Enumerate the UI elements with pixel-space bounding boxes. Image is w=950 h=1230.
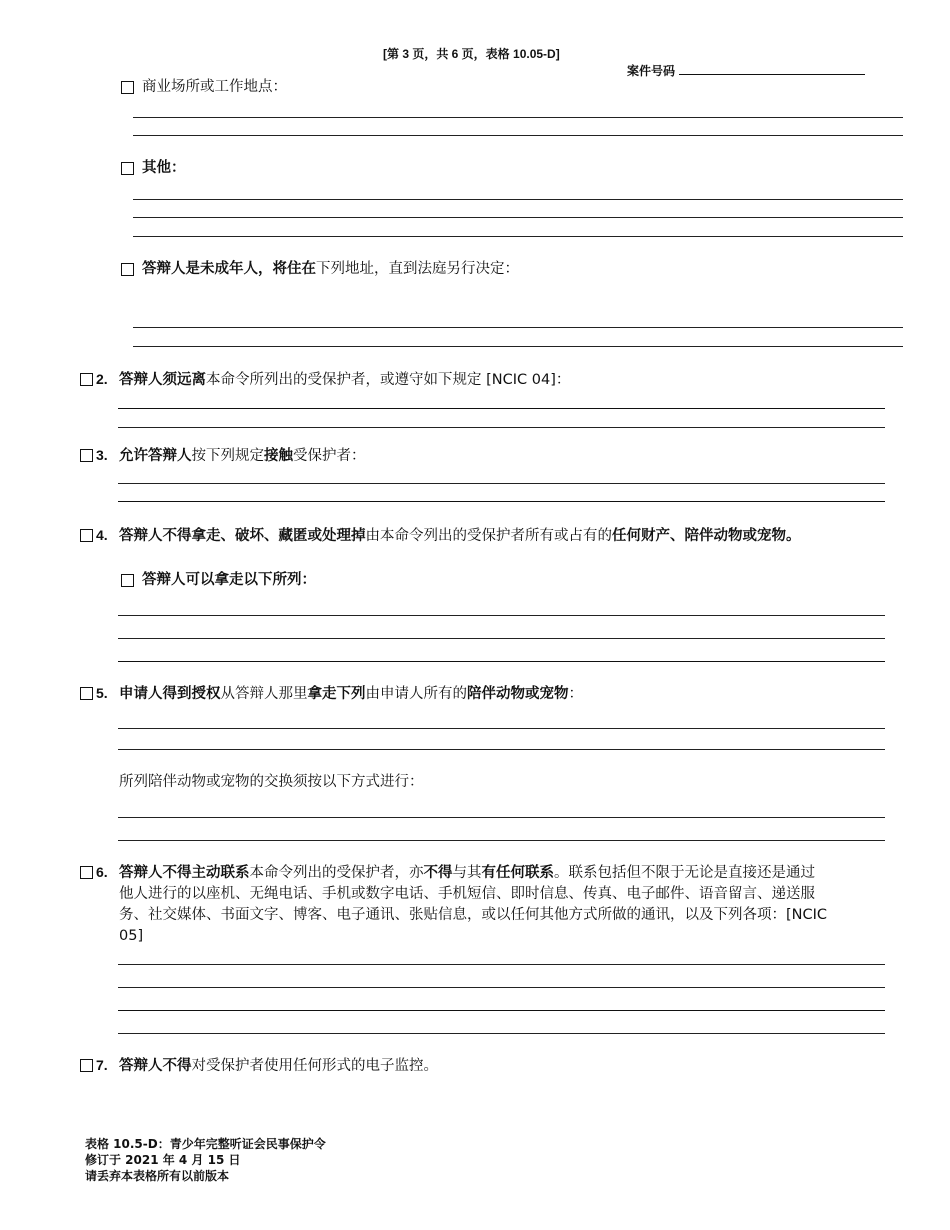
item4-line-1[interactable] [118,615,885,616]
item4-line-2[interactable] [118,638,885,639]
item3-bold1: 允许答辩人 [119,448,192,464]
item6-row-1 [119,863,827,884]
business-line-2[interactable] [133,135,903,136]
item3-text [119,446,366,466]
item5-exchange-line-1[interactable] [118,817,885,818]
item3-bold2: 接触 [264,448,293,464]
item5-text [119,684,583,704]
item2-checkbox[interactable] [80,373,93,386]
item6-number: 6. [96,864,108,880]
footer-form-title: 表格 10.5-D：青少年完整听证会民事保护令 [85,1137,326,1151]
item4-mid: 由本命令列出的受保护者所有或占有的 [365,528,612,544]
other-line-2[interactable] [133,217,903,218]
item5-mid2: 由申请人所有的 [365,686,467,702]
item5-bold1: 申请人得到授权 [119,686,221,702]
case-number-label: 案件号码 [627,64,676,78]
item6-line-3[interactable] [118,1010,885,1011]
item6-paragraph [119,863,827,947]
other-line-1[interactable] [133,199,903,200]
footer-revision-date: 修订于 2021 年 4 月 15 日 [85,1153,241,1167]
item4-checkbox[interactable] [80,529,93,542]
item7-bold: 答辩人不得 [119,1058,192,1074]
minor-rest: 下列地址，直到法庭另行决定： [316,261,519,277]
item7-checkbox[interactable] [80,1059,93,1072]
item6-bold3: 有任何联系 [481,865,554,881]
item3-rest: 受保护者： [293,448,366,464]
item2-rest: 本命令所列出的受保护者，或遵守如下规定 [NCIC 04]： [206,372,571,388]
item4-number: 4. [96,527,108,543]
item4-line-3[interactable] [118,661,885,662]
item3-checkbox[interactable] [80,449,93,462]
page-info: [第 3 页，共 6 页，表格 10.05-D] [383,47,560,61]
item6-rest1: 。联系包括但不限于无论是直接还是通过 [554,865,815,881]
item6-bold1: 答辩人不得主动联系 [119,865,250,881]
item6-row-3: 务、社交媒体、书面文字、博客、电子通讯、张贴信息，或以任何其他方式所做的通讯，以及下列各项：[NCIC [119,907,828,923]
item2-line-2[interactable] [118,427,885,428]
item3-line-1[interactable] [118,483,885,484]
item3-mid: 按下列规定 [191,448,264,464]
item4-bold1: 答辩人不得拿走、破坏、藏匿或处理掉 [119,528,366,544]
item6-row-4: 05] [119,928,144,944]
item7-rest: 对受保护者使用任何形式的电子监控。 [191,1058,438,1074]
item5-mid1: 从答辩人那里 [220,686,308,702]
business-checkbox[interactable] [121,81,134,94]
other-label: 其他： [142,160,186,176]
item6-line-1[interactable] [118,964,885,965]
item4-sub-label: 答辩人可以拿走以下所列： [142,572,316,588]
item6-bold2: 不得 [423,865,453,881]
item2-bold: 答辩人须远离 [119,372,206,388]
item7-text [119,1056,438,1076]
case-number-field[interactable] [679,63,865,75]
item6-mid2: 与其 [452,865,482,881]
item4-text [119,526,801,546]
item5-bold2: 拿走下列 [307,686,366,702]
item2-text [119,370,570,390]
minor-text [142,259,519,279]
item6-row-2: 他人进行的以座机、无绳电话、手机或数字电话、手机短信、即时信息、传真、电子邮件、语音留言、递送服 [119,886,815,902]
minor-line-2[interactable] [133,346,903,347]
case-number [627,62,865,79]
minor-checkbox[interactable] [121,263,134,276]
item5-number: 5. [96,685,108,701]
other-line-3[interactable] [133,236,903,237]
item5-checkbox[interactable] [80,687,93,700]
minor-bold: 答辩人是未成年人，将住在 [142,261,316,277]
item7-number: 7. [96,1057,108,1073]
other-checkbox[interactable] [121,162,134,175]
item2-line-1[interactable] [118,408,885,409]
item5-end: ： [568,686,583,702]
item6-line-4[interactable] [118,1033,885,1034]
item5-bold3: 陪伴动物或宠物 [467,686,569,702]
item4-sub-checkbox[interactable] [121,574,134,587]
item5-exchange-text: 所列陪伴动物或宠物的交换须按以下方式进行： [119,774,424,790]
item4-bold2: 任何财产、陪伴动物或宠物。 [612,528,801,544]
item6-line-2[interactable] [118,987,885,988]
footer-discard-note: 请丢弃本表格所有以前版本 [85,1169,230,1183]
minor-line-1[interactable] [133,327,903,328]
item5-line-1[interactable] [118,728,885,729]
item6-mid1: 本命令列出的受保护者，亦 [249,865,424,881]
item5-exchange-line-2[interactable] [118,840,885,841]
item3-line-2[interactable] [118,501,885,502]
item5-line-2[interactable] [118,749,885,750]
business-label: 商业场所或工作地点： [142,79,287,95]
item6-checkbox[interactable] [80,866,93,879]
item3-number: 3. [96,447,108,463]
business-line-1[interactable] [133,117,903,118]
item2-number: 2. [96,371,108,387]
